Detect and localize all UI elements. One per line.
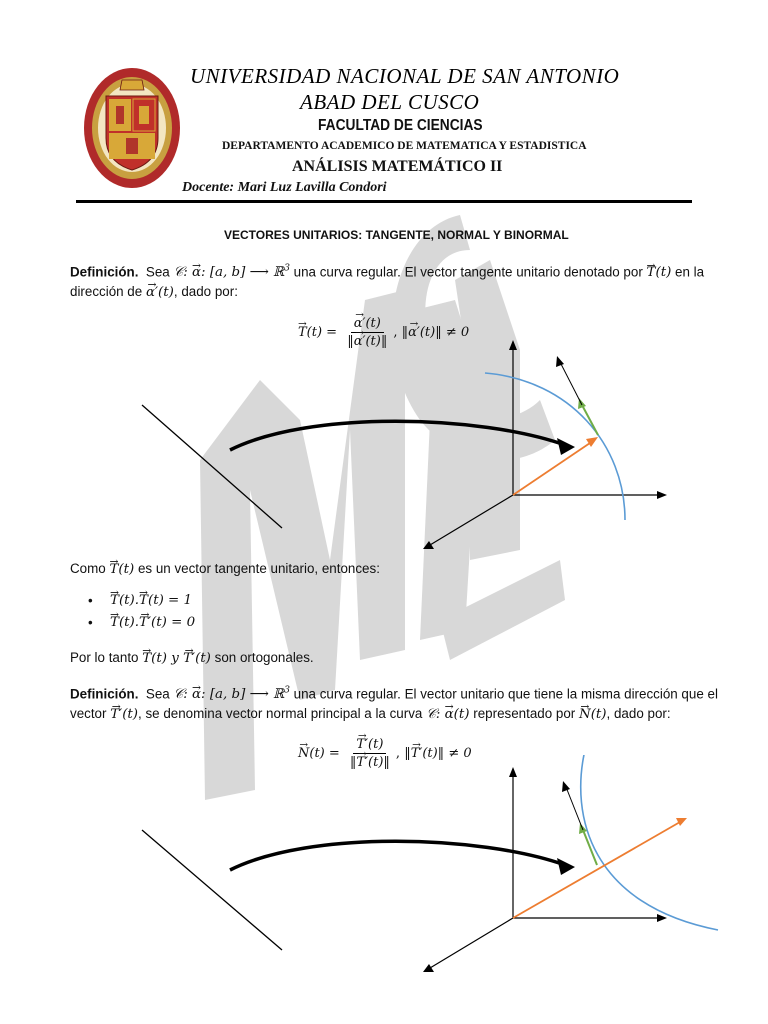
- definition-2-line2-c: representado por: [473, 706, 576, 721]
- definition-1-text: Sea: [145, 264, 170, 280]
- university-name-line1: UNIVERSIDAD NACIONAL DE SAN ANTONIO: [190, 64, 620, 88]
- definition-1-line2-text-b: , dado por:: [173, 284, 238, 299]
- alpha-prime-symbol: → α′(t): [146, 285, 174, 300]
- section-title: VECTORES UNITARIOS: TANGENTE, NORMAL Y BINORMAL: [224, 228, 569, 242]
- definition-2-line2: [70, 703, 671, 726]
- diagram-2-rotation-arrow: [230, 841, 565, 870]
- definition-2-line2-a: vector: [70, 706, 107, 721]
- como-tangent-symbol: → T(t): [109, 562, 134, 577]
- definition-1-line2: [70, 281, 238, 304]
- diagram-1-extension: [560, 362, 582, 405]
- como-line: [70, 558, 380, 581]
- diagram-1-x-axis: [430, 495, 513, 545]
- university-seal: [82, 66, 182, 190]
- como-text-b: es un vector tangente unitario, entonces:: [137, 561, 380, 576]
- definition-2-text-a: Sea: [145, 686, 170, 702]
- definition-2-line2-d: , dado por:: [606, 706, 671, 721]
- diagram-1-tangent-vector: [582, 405, 598, 435]
- por-lo-tanto-line: [70, 647, 314, 670]
- curve-map-expression: 𝒞: → α: [a, b] ⟶ ℝ$^3$: [173, 265, 289, 280]
- definition-1-line2-text: dirección de: [70, 284, 143, 299]
- diagram-1-position-vector: [513, 443, 590, 495]
- department-name: DEPARTAMENTO ACADEMICO DE MATEMATICA Y ESTADISTICA: [222, 140, 587, 152]
- definition-2-label: Definición.: [70, 686, 139, 702]
- header-rule: [76, 200, 692, 203]
- definition-1-text-c: en la: [675, 264, 705, 280]
- tangent-formula: → T(t) = → $\frac{\alpha'(t)}{‖\to \alpha'(t)‖}$ , ‖→ α′(t)‖ ≠ 0: [298, 316, 469, 349]
- normal-formula: → N(t) = → $\frac{T'(t)}{‖\to T'(t)‖}$ , ‖→ T′(t)‖ ≠ 0: [298, 737, 472, 770]
- orthogonal-pair: → T(t) y → T′(t): [142, 651, 211, 666]
- t-prime-symbol: → T′(t): [110, 707, 138, 722]
- university-name-line2: ABAD DEL CUSCO: [300, 90, 480, 114]
- tangent-vector-symbol: → T(t): [647, 265, 672, 280]
- por-lo-tanto-text-a: Por lo tanto: [70, 650, 139, 665]
- diagram-2-line: [142, 830, 282, 950]
- property-item: • → T(t).→ T′(t) = 0: [110, 612, 195, 634]
- teacher-name: Docente: Mari Luz Lavilla Condori: [182, 180, 387, 195]
- diagram-2-x-axis: [430, 918, 513, 968]
- curve-map-expression-2: 𝒞: → α: [a, b] ⟶ ℝ$^3$: [173, 687, 289, 702]
- por-lo-tanto-text-b: son ortogonales.: [214, 650, 314, 665]
- diagram-2-tangent-vector: [583, 830, 597, 865]
- tangent-properties-list: [70, 590, 195, 634]
- definition-2-line2-b: , se denomina vector normal principal a la curva: [138, 706, 423, 721]
- como-text-a: Como: [70, 561, 106, 576]
- definition-1-text-b: una curva regular. El vector tangente unitario denotado por: [293, 264, 643, 280]
- course-name: ANÁLISIS MATEMÁTICO II: [292, 158, 503, 175]
- definition-2-text-b: una curva regular. El vector unitario que tiene la misma dirección que el: [293, 686, 718, 702]
- diagram-1-rotation-arrow: [230, 421, 565, 450]
- diagram-1-arrowhead: [557, 438, 575, 455]
- diagram-2-curve: [581, 755, 718, 930]
- diagram-2-arrowhead: [557, 858, 575, 875]
- normal-vector-symbol: → N(t): [579, 707, 607, 722]
- diagram-1-curve: [485, 373, 625, 520]
- diagram-1-line: [142, 405, 282, 528]
- curve-alpha-symbol: 𝒞: → α(t): [426, 707, 469, 722]
- normal-diagram: [120, 755, 730, 980]
- property-item: • → T(t).→ T(t) = 1: [110, 590, 195, 612]
- tangent-diagram: [120, 335, 680, 555]
- definition-1-label: Definición.: [70, 264, 139, 280]
- faculty-name: FACULTAD DE CIENCIAS: [318, 117, 483, 134]
- diagram-2-position-vector: [513, 822, 680, 918]
